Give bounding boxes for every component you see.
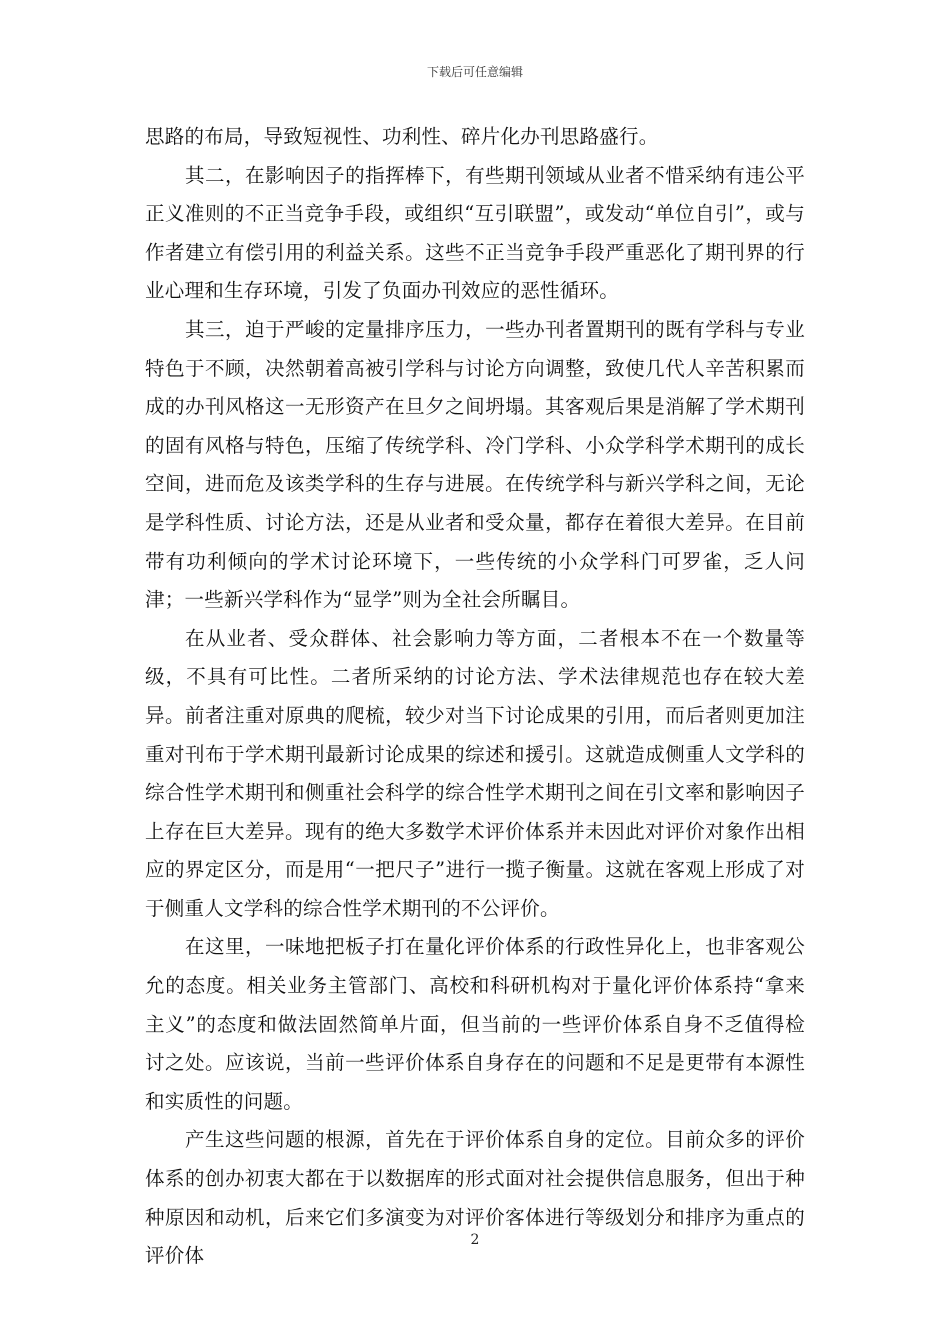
paragraph: 产生这些问题的根源，首先在于评价体系自身的定位。目前众多的评价体系的创办初衷大都在于以数据库的形式面对社会提供信息服务，但出于种种原因和动机，后来它们多演变为对评价客体进行等级划分和排序为重点的评价体 (145, 1128, 805, 1268)
paragraph: 在从业者、受众群体、社会影响力等方面，二者根本不在一个数量等级，不具有可比性。二者所采纳的讨论方法、学术法律规范也存在较大差异。前者注重对原典的爬梳，较少对当下讨论成果的引用，而后者则更加注重对刊布于学术期刊最新讨论成果的综述和援引。这就造成侧重人文学科的综合性学术期刊和侧重社会科学的综合性学术期刊之间在引文率和影响因子上存在巨大差异。现有的绝大多数学术评价体系并未因此对评价对象作出相应的界定区分，而是用“一把尺子”进行一揽子衡量。这就在客观上形成了对于侧重人文学科的综合性学术期刊的不公评价。 (145, 626, 805, 920)
paragraph: 其二，在影响因子的指挥棒下，有些期刊领域从业者不惜采纳有违公平正义准则的不正当竞争手段，或组织“互引联盟”，或发动“单位自引”，或与作者建立有偿引用的利益关系。这些不正当竞争手段严重恶化了期刊界的行业心理和生存环境，引发了负面办刊效应的恶性循环。 (145, 163, 805, 303)
body-text (145, 118, 805, 1276)
page-number: 2 (470, 1232, 480, 1248)
paragraph: 其三，迫于严峻的定量排序压力，一些办刊者置期刊的既有学科与专业特色于不顾，决然朝着高被引学科与讨论方向调整，致使几代人辛苦积累而成的办刊风格这一无形资产在旦夕之间坍塌。其客观后果是消解了学术期刊的固有风格与特色，压缩了传统学科、冷门学科、小众学科学术期刊的成长空间，进而危及该类学科的生存与进展。在传统学科与新兴学科之间，无论是学科性质、讨论方法，还是从业者和受众量，都存在着很大差异。在目前带有功利倾向的学术讨论环境下，一些传统的小众学科门可罗雀，乏人问津；一些新兴学科作为“显学”则为全社会所瞩目。 (145, 317, 805, 612)
paragraph-continuation: 思路的布局，导致短视性、功利性、碎片化办刊思路盛行。 (145, 125, 659, 148)
paragraph: 在这里，一味地把板子打在量化评价体系的行政性异化上，也非客观公允的态度。相关业务主管部门、高校和科研机构对于量化评价体系持“拿来主义”的态度和做法固然简单片面，但当前的一些评价体系自身不乏值得检讨之处。应该说，当前一些评价体系自身存在的问题和不足是更带有本源性和实质性的问题。 (145, 935, 805, 1113)
page-header: 下载后可任意编辑 (426, 65, 523, 79)
